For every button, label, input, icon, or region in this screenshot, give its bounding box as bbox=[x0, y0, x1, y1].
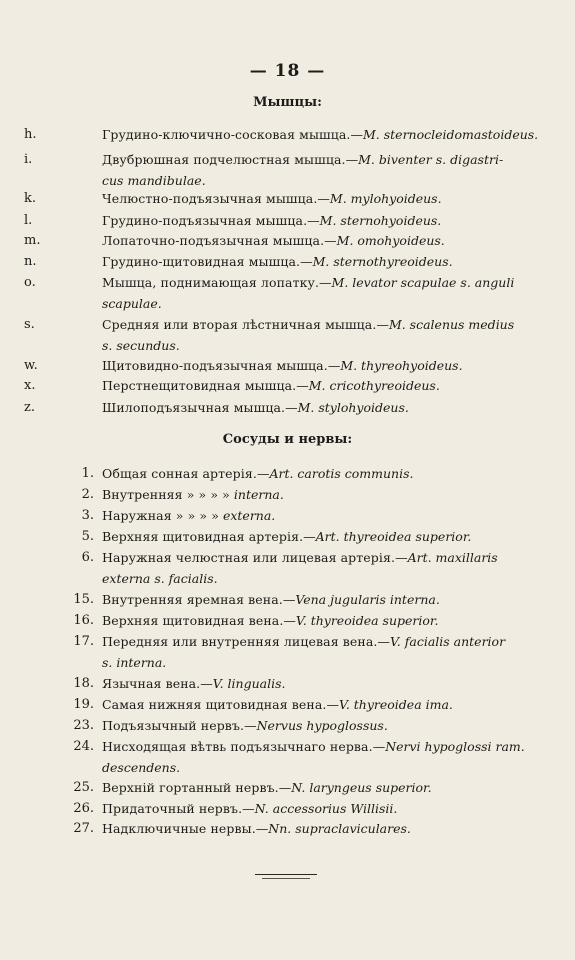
latin-name-continuation: cus mandibulae. bbox=[102, 173, 206, 188]
item-marker: x. bbox=[24, 378, 36, 393]
russian-name: Верхняя щитовидная артерія. bbox=[102, 529, 304, 544]
russian-name: Внутренняя » » » » bbox=[102, 487, 230, 502]
dash-separator: — bbox=[255, 821, 269, 836]
russian-name: Наружная челюстная или лицевая артерія. bbox=[102, 550, 396, 565]
russian-name: Грудино-подъязычная мышца. bbox=[102, 213, 308, 228]
russian-name: Внутренняя яремная вена. bbox=[102, 592, 283, 607]
latin-name: M. levator scapulae s. anguli bbox=[331, 275, 515, 290]
item-line bbox=[102, 251, 532, 272]
item-marker: n. bbox=[24, 254, 37, 269]
item-line bbox=[102, 463, 532, 484]
dash-separator: — bbox=[278, 780, 292, 795]
latin-name: Vena jugularis interna. bbox=[295, 592, 440, 607]
dash-separator: — bbox=[326, 697, 339, 712]
item-line bbox=[102, 188, 532, 209]
dash-separator: — bbox=[282, 592, 296, 607]
latin-name-continuation: s. secundus. bbox=[102, 338, 180, 353]
item-marker: m. bbox=[24, 233, 41, 248]
item-marker: 23. bbox=[73, 718, 94, 733]
latin-name: M. scalenus medius bbox=[388, 317, 515, 332]
item-marker: 24. bbox=[73, 739, 94, 754]
latin-name: M. cricothyreoideus. bbox=[308, 378, 440, 393]
item-marker: 27. bbox=[73, 821, 94, 836]
dash-separator: — bbox=[345, 152, 359, 167]
dash-separator: — bbox=[324, 233, 337, 248]
russian-name: Подъязычный нервъ. bbox=[102, 718, 245, 733]
dash-separator: — bbox=[242, 801, 255, 816]
dash-separator: — bbox=[296, 378, 309, 393]
latin-name: V. thyreoidea ima. bbox=[338, 697, 453, 712]
item-line bbox=[102, 777, 532, 798]
item-marker: 26. bbox=[73, 801, 94, 816]
item-line bbox=[102, 505, 532, 526]
item-line bbox=[102, 610, 532, 631]
item-marker: 17. bbox=[73, 634, 94, 649]
russian-name: Наружная » » » » bbox=[102, 508, 219, 523]
latin-name: V. thyreoidea superior. bbox=[295, 613, 439, 628]
item-line bbox=[102, 673, 532, 694]
latin-name: M. omohyoideus. bbox=[336, 233, 445, 248]
page-number: — 18 — bbox=[249, 61, 326, 81]
item-line bbox=[102, 149, 532, 170]
latin-name: M. sternocleidomastoideus. bbox=[363, 127, 539, 142]
russian-name: Щитовидно-подъязычная мышца. bbox=[102, 358, 328, 373]
russian-name: Лопаточно-подъязычная мышца. bbox=[102, 233, 325, 248]
latin-name: Art. thyreoidea superior. bbox=[315, 529, 472, 544]
item-line bbox=[102, 375, 532, 396]
item-line bbox=[102, 397, 532, 418]
russian-name: Шилоподъязычная мышца. bbox=[102, 400, 286, 415]
item-marker: o. bbox=[24, 275, 36, 290]
latin-name: M. mylohyoideus. bbox=[329, 191, 442, 206]
item-line bbox=[102, 272, 532, 293]
russian-name: Мышца, поднимающая лопатку. bbox=[102, 275, 320, 290]
item-line bbox=[102, 124, 539, 145]
item-marker: 16. bbox=[73, 613, 94, 628]
latin-name-continuation: scapulae. bbox=[102, 296, 162, 311]
dash-separator: — bbox=[307, 213, 320, 228]
latin-name: interna. bbox=[233, 487, 284, 502]
russian-name: Надключичные нервы. bbox=[102, 821, 256, 836]
dash-separator: — bbox=[395, 550, 408, 565]
russian-name: Передняя или внутренняя лицевая вена. bbox=[102, 634, 378, 649]
latin-name-continuation: externa s. facialis. bbox=[102, 571, 218, 586]
dash-separator: — bbox=[256, 466, 270, 481]
dash-separator: — bbox=[283, 613, 296, 628]
latin-name: N. laryngeus superior. bbox=[291, 780, 432, 795]
dash-separator: — bbox=[200, 676, 213, 691]
dash-separator: — bbox=[377, 634, 390, 649]
item-line bbox=[102, 210, 532, 231]
item-line bbox=[102, 547, 532, 568]
latin-name: M. biventer s. digastri- bbox=[358, 152, 504, 167]
closing-rule bbox=[255, 874, 317, 875]
russian-name: Самая нижняя щитовидная вена. bbox=[102, 697, 327, 712]
latin-name: Nervus hypoglossus. bbox=[256, 718, 388, 733]
item-line bbox=[102, 715, 532, 736]
latin-name: M. sternohyoideus. bbox=[319, 213, 442, 228]
item-marker: 15. bbox=[73, 592, 94, 607]
russian-name: Двубрюшная подчелюстная мышца. bbox=[102, 152, 346, 167]
item-marker: 19. bbox=[73, 697, 94, 712]
item-marker: i. bbox=[24, 152, 33, 167]
item-line bbox=[102, 484, 532, 505]
item-marker: 25. bbox=[73, 780, 94, 795]
russian-name: Придаточный нервъ. bbox=[102, 801, 243, 816]
item-line bbox=[102, 314, 532, 335]
item-marker: w. bbox=[24, 358, 38, 373]
latin-name: N. accessorius Willisii. bbox=[254, 801, 398, 816]
russian-name: Верхняя щитовидная вена. bbox=[102, 613, 284, 628]
item-line bbox=[102, 694, 532, 715]
closing-rule-secondary bbox=[262, 878, 310, 879]
item-marker: h. bbox=[24, 127, 37, 142]
dash-separator: — bbox=[372, 739, 386, 754]
item-marker: l. bbox=[24, 213, 33, 228]
latin-name-continuation: descendens. bbox=[102, 760, 181, 775]
russian-name: Средняя или вторая лѣстничная мышца. bbox=[102, 317, 377, 332]
latin-name: V. facialis anterior bbox=[389, 634, 506, 649]
latin-name: M. thyreohyoideus. bbox=[340, 358, 463, 373]
item-line bbox=[102, 818, 532, 839]
latin-name: M. stylohyoideus. bbox=[297, 400, 409, 415]
item-marker: 1. bbox=[81, 466, 94, 481]
item-line bbox=[102, 230, 532, 251]
item-marker: z. bbox=[24, 400, 35, 415]
dash-separator: — bbox=[327, 358, 341, 373]
dash-separator: — bbox=[285, 400, 298, 415]
latin-name: Nervi hypoglossi ram. bbox=[385, 739, 525, 754]
item-line bbox=[102, 526, 532, 547]
item-marker: 18. bbox=[73, 676, 94, 691]
item-marker: k. bbox=[24, 191, 37, 206]
item-line bbox=[102, 355, 532, 376]
vessels-heading: Сосуды и нервы: bbox=[222, 432, 353, 447]
dash-separator: — bbox=[300, 254, 313, 269]
russian-name: Общая сонная артерія. bbox=[102, 466, 257, 481]
russian-name: Перстнещитовидная мышца. bbox=[102, 378, 297, 393]
item-marker: 3. bbox=[81, 508, 94, 523]
latin-name: M. sternothyreoideus. bbox=[312, 254, 453, 269]
russian-name: Челюстно-подъязычная мышца. bbox=[102, 191, 318, 206]
item-line bbox=[102, 631, 532, 652]
item-marker: 2. bbox=[81, 487, 94, 502]
dash-separator: — bbox=[317, 191, 330, 206]
russian-name: Язычная вена. bbox=[102, 676, 201, 691]
muscles-heading: Мышцы: bbox=[253, 95, 322, 110]
latin-name-continuation: s. interna. bbox=[102, 655, 167, 670]
item-marker: 5. bbox=[81, 529, 94, 544]
latin-name: Art. carotis communis. bbox=[269, 466, 414, 481]
latin-name: Nn. supraclaviculares. bbox=[268, 821, 411, 836]
latin-name: Art. maxillaris bbox=[407, 550, 498, 565]
russian-name: Нисходящая вѣтвь подъязычнаго нерва. bbox=[102, 739, 373, 754]
russian-name: Грудино-щитовидная мышца. bbox=[102, 254, 301, 269]
russian-name: Верхній гортанный нервъ. bbox=[102, 780, 279, 795]
dash-separator: — bbox=[376, 317, 389, 332]
item-line bbox=[102, 736, 532, 757]
dash-separator: — bbox=[319, 275, 332, 290]
item-marker: s. bbox=[24, 317, 35, 332]
item-line bbox=[102, 798, 532, 819]
item-marker: 6. bbox=[81, 550, 94, 565]
latin-name: V. lingualis. bbox=[212, 676, 286, 691]
dash-separator: — bbox=[350, 127, 363, 142]
item-line bbox=[102, 589, 532, 610]
dash-separator: — bbox=[244, 718, 257, 733]
dash-separator: — bbox=[303, 529, 316, 544]
latin-name: externa. bbox=[222, 508, 276, 523]
russian-name: Грудино-ключично-сосковая мышца. bbox=[102, 127, 351, 142]
